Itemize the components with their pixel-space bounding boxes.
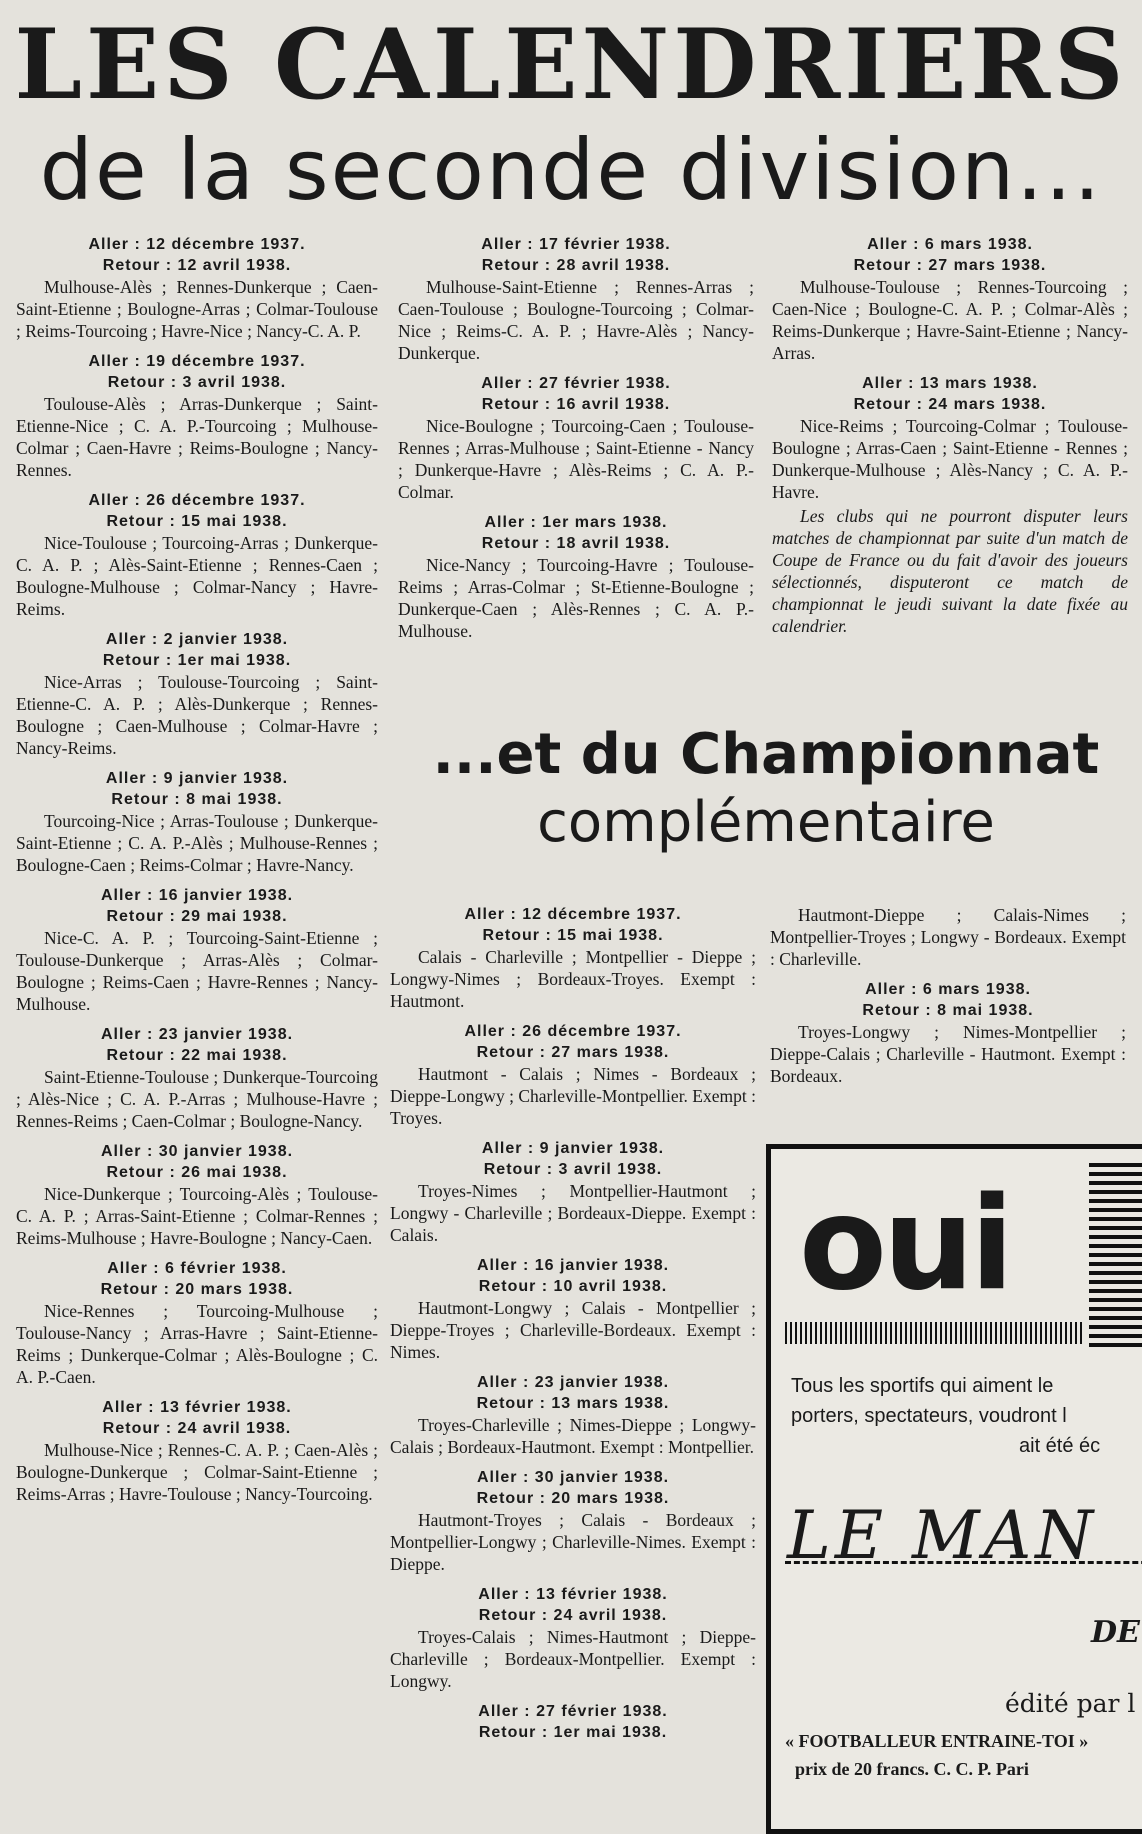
ad-footer [785,1727,1088,1783]
round-block [16,1024,378,1132]
aller-date: Aller : 13 février 1938. [478,1586,668,1603]
match-list: Nice-Boulogne ; Tourcoing-Caen ; Toulouse-Rennes ; Arras-Mulhouse ; Saint-Etienne - Nancy ; Dunkerque-Havre ; Alès-Reims ; C. A. P.-Colmar. [398,416,754,502]
round-block [398,512,754,642]
seconde-division-column-3 [772,234,1128,646]
ad-footer-1: « FOOTBALLEUR ENTRAINE-TOI » [785,1731,1089,1751]
round-block [16,768,378,876]
aller-date: Aller : 26 décembre 1937. [88,492,306,509]
round-block [390,1021,756,1129]
complementaire-title: ...et du Championnat [432,722,1100,787]
aller-date: Aller : 26 décembre 1937. [464,1023,682,1040]
round-block [770,904,1126,970]
round-block [390,1372,756,1458]
aller-date: Aller : 16 janvier 1938. [476,1257,670,1274]
aller-date: Aller : 30 janvier 1938. [100,1143,294,1160]
aller-date: Aller : 9 janvier 1938. [105,770,289,787]
retour-date: Retour : 27 mars 1938. [476,1044,670,1061]
retour-date: Retour : 15 mai 1938. [482,927,664,944]
match-list: Mulhouse-Nice ; Rennes-C. A. P. ; Caen-Alès ; Boulogne-Dunkerque ; Colmar-Saint-Etienne ; Reims-Arras ; Havre-Toulouse ; Nancy-Tourcoing. [16,1440,378,1504]
match-list: Troyes-Charleville ; Nimes-Dieppe ; Longwy-Calais ; Bordeaux-Hautmont. Exempt : Montpellier. [390,1415,756,1457]
aller-date: Aller : 16 janvier 1938. [100,887,294,904]
aller-date: Aller : 17 février 1938. [481,236,671,253]
main-title: LES CALENDRIERS [14,8,1128,121]
aller-date: Aller : 13 février 1938. [102,1399,292,1416]
retour-date: Retour : 8 mai 1938. [862,1002,1034,1019]
match-list: Troyes-Longwy ; Nimes-Montpellier ; Dieppe-Calais ; Charleville - Hautmont. Exempt : Bordeaux. [770,1022,1126,1086]
retour-date: Retour : 13 mars 1938. [476,1395,670,1412]
aller-date: Aller : 12 décembre 1937. [88,236,306,253]
complementaire-column-2 [770,904,1126,1096]
round-block [390,1255,756,1363]
round-block [390,1584,756,1692]
stripe-ornament [1089,1163,1142,1348]
retour-date: Retour : 24 avril 1938. [102,1420,292,1437]
round-block [16,490,378,620]
aller-date: Aller : 13 mars 1938. [862,375,1038,392]
aller-date: Aller : 6 mars 1938. [865,981,1031,998]
aller-date: Aller : 12 décembre 1937. [464,906,682,923]
aller-date: Aller : 2 janvier 1938. [105,631,289,648]
aller-date: Aller : 23 janvier 1938. [476,1374,670,1391]
round-block [390,1701,756,1743]
aller-date: Aller : 19 décembre 1937. [88,353,306,370]
match-list: Nice-Toulouse ; Tourcoing-Arras ; Dunkerque-C. A. P. ; Alès-Saint-Etienne ; Rennes-Caen ; Boulogne-Mulhouse ; Colmar-Nancy ; Havre-Reims. [16,533,378,619]
retour-date: Retour : 29 mai 1938. [106,908,288,925]
main-subtitle: de la seconde division... [39,121,1103,219]
aller-date: Aller : 23 janvier 1938. [100,1026,294,1043]
retour-date: Retour : 26 mai 1938. [106,1164,288,1181]
match-list: Nice-Arras ; Toulouse-Tourcoing ; Saint-Etienne-C. A. P. ; Alès-Dunkerque ; Rennes-Boulogne ; Caen-Mulhouse ; Colmar-Havre ; Nancy-Reims. [16,672,378,758]
retour-date: Retour : 10 avril 1938. [478,1278,668,1295]
round-block [16,629,378,759]
match-list: Troyes-Calais ; Nimes-Hautmont ; Dieppe-Charleville ; Bordeaux-Montpellier. Exempt : Longwy. [390,1627,756,1691]
match-list: Tourcoing-Nice ; Arras-Toulouse ; Dunkerque-Saint-Etienne ; C. A. P.-Alès ; Mulhouse-Rennes ; Boulogne-Caen ; Reims-Colmar ; Havre-Nancy. [16,811,378,875]
match-list: Hautmont-Dieppe ; Calais-Nimes ; Montpellier-Troyes ; Longwy - Bordeaux. Exempt : Charleville. [770,905,1126,969]
round-block [770,979,1126,1087]
retour-date: Retour : 3 avril 1938. [107,374,287,391]
ruler-ornament [785,1322,1085,1344]
match-list: Toulouse-Alès ; Arras-Dunkerque ; Saint-Etienne-Nice ; C. A. P.-Tourcoing ; Mulhouse-Colmar ; Caen-Havre ; Reims-Boulogne ; Nancy-Rennes. [16,394,378,480]
match-list: Saint-Etienne-Toulouse ; Dunkerque-Tourcoing ; Alès-Nice ; C. A. P.-Arras ; Mulhouse-Havre ; Rennes-Reims ; Caen-Colmar ; Boulogne-Nancy. [16,1067,378,1131]
ad-subtitle: DE [1091,1615,1140,1650]
round-block [772,234,1128,364]
ad-line-2: porters, spectateurs, voudront l [791,1405,1067,1427]
retour-date: Retour : 28 avril 1938. [481,257,671,274]
retour-date: Retour : 12 avril 1938. [102,257,292,274]
retour-date: Retour : 1er mai 1938. [102,652,292,669]
round-block [16,351,378,481]
retour-date: Retour : 8 mai 1938. [111,791,283,808]
advertisement [766,1144,1142,1834]
match-list: Mulhouse-Alès ; Rennes-Dunkerque ; Caen-Saint-Etienne ; Boulogne-Arras ; Colmar-Toulouse ; Reims-Tourcoing ; Havre-Nice ; Nancy-C. A. P. [16,277,378,341]
ad-text [791,1371,1142,1461]
aller-date: Aller : 6 mars 1938. [867,236,1033,253]
match-list: Nice-Reims ; Tourcoing-Colmar ; Toulouse-Boulogne ; Arras-Caen ; Saint-Etienne - Rennes ; Dunkerque-Mulhouse ; Alès-Nancy ; C. A. P.-Havre. [772,416,1128,502]
round-block [390,1467,756,1575]
aller-date: Aller : 9 janvier 1938. [481,1140,665,1157]
retour-date: Retour : 24 avril 1938. [478,1607,668,1624]
round-block [16,885,378,1015]
match-list: Mulhouse-Toulouse ; Rennes-Tourcoing ; Caen-Nice ; Boulogne-C. A. P. ; Colmar-Alès ; Reims-Dunkerque ; Havre-Saint-Etienne ; Nancy-Arras. [772,277,1128,363]
aller-date: Aller : 1er mars 1938. [484,514,668,531]
match-list: Mulhouse-Saint-Etienne ; Rennes-Arras ; Caen-Toulouse ; Boulogne-Tourcoing ; Colmar-Nice ; Reims-C. A. P. ; Havre-Alès ; Nancy-Dunkerque. [398,277,754,363]
retour-date: Retour : 24 mars 1938. [853,396,1047,413]
ad-line-1: Tous les sportifs qui aiment le [791,1375,1054,1397]
retour-date: Retour : 20 mars 1938. [100,1281,294,1298]
seconde-division-column-1 [16,234,378,1514]
round-block [16,1141,378,1249]
round-block [390,1138,756,1246]
match-list: Hautmont-Troyes ; Calais - Bordeaux ; Montpellier-Longwy ; Charleville-Nimes. Exempt : Dieppe. [390,1510,756,1574]
aller-date: Aller : 30 janvier 1938. [476,1469,670,1486]
complementaire-subtitle: complémentaire [537,790,995,855]
match-list: Nice-Nancy ; Tourcoing-Havre ; Toulouse-Reims ; Arras-Colmar ; St-Etienne-Boulogne ; Dunkerque-Caen ; Alès-Rennes ; C. A. P.-Mulhouse. [398,555,754,641]
round-block [16,234,378,342]
retour-date: Retour : 16 avril 1938. [481,396,671,413]
retour-date: Retour : 27 mars 1938. [853,257,1047,274]
round-block [16,1258,378,1388]
retour-date: Retour : 3 avril 1938. [483,1161,663,1178]
ad-edited-by: édité par l [1005,1689,1136,1718]
calendar-note: Les clubs qui ne pourront disputer leurs matches de championnat par suite d'un match de Coupe de France ou du fait d'avoir des joueurs sélectionnés, disputeront ce match de championnat le jeudi suivant la date fixée au calendrier. [772,506,1128,636]
match-list: Hautmont-Longwy ; Calais - Montpellier ; Dieppe-Troyes ; Charleville-Bordeaux. Exempt : Nimes. [390,1298,756,1362]
ad-title: LE MAN [787,1497,1097,1574]
aller-date: Aller : 27 février 1938. [478,1703,668,1720]
match-list: Hautmont - Calais ; Nimes - Bordeaux ; Dieppe-Longwy ; Charleville-Montpellier. Exempt : Troyes. [390,1064,756,1128]
retour-date: Retour : 1er mai 1938. [478,1724,668,1741]
retour-date: Retour : 15 mai 1938. [106,513,288,530]
match-list: Calais - Charleville ; Montpellier - Dieppe ; Longwy-Nimes ; Bordeaux-Troyes. Exempt : Hautmont. [390,947,756,1011]
ad-footer-2: prix de 20 francs. C. C. P. Pari [795,1759,1029,1779]
dashed-rule [785,1561,1142,1567]
match-list: Nice-Rennes ; Tourcoing-Mulhouse ; Toulouse-Nancy ; Arras-Havre ; Saint-Etienne-Reims ; Dunkerque-Colmar ; Alès-Boulogne ; C. A. P.-Caen. [16,1301,378,1387]
ad-logo: oui [799,1170,1010,1319]
round-block [398,234,754,364]
round-block [772,373,1128,637]
retour-date: Retour : 22 mai 1938. [106,1047,288,1064]
match-list: Nice-Dunkerque ; Tourcoing-Alès ; Toulouse-C. A. P. ; Arras-Saint-Etienne ; Colmar-Rennes ; Reims-Mulhouse ; Havre-Boulogne ; Nancy-Caen. [16,1184,378,1248]
retour-date: Retour : 18 avril 1938. [481,535,671,552]
ad-line-3: ait été éc [1019,1435,1101,1457]
match-list: Nice-C. A. P. ; Tourcoing-Saint-Etienne ; Toulouse-Dunkerque ; Arras-Alès ; Colmar-Boulogne ; Reims-Caen ; Havre-Rennes ; Nancy-Mulhouse. [16,928,378,1014]
retour-date: Retour : 20 mars 1938. [476,1490,670,1507]
seconde-division-column-2 [398,234,754,651]
round-block [390,904,756,1012]
aller-date: Aller : 6 février 1938. [107,1260,287,1277]
complementaire-column-1 [390,904,756,1752]
aller-date: Aller : 27 février 1938. [481,375,671,392]
match-list: Troyes-Nimes ; Montpellier-Hautmont ; Longwy - Charleville ; Bordeaux-Dieppe. Exempt : Calais. [390,1181,756,1245]
round-block [398,373,754,503]
round-block [16,1397,378,1505]
